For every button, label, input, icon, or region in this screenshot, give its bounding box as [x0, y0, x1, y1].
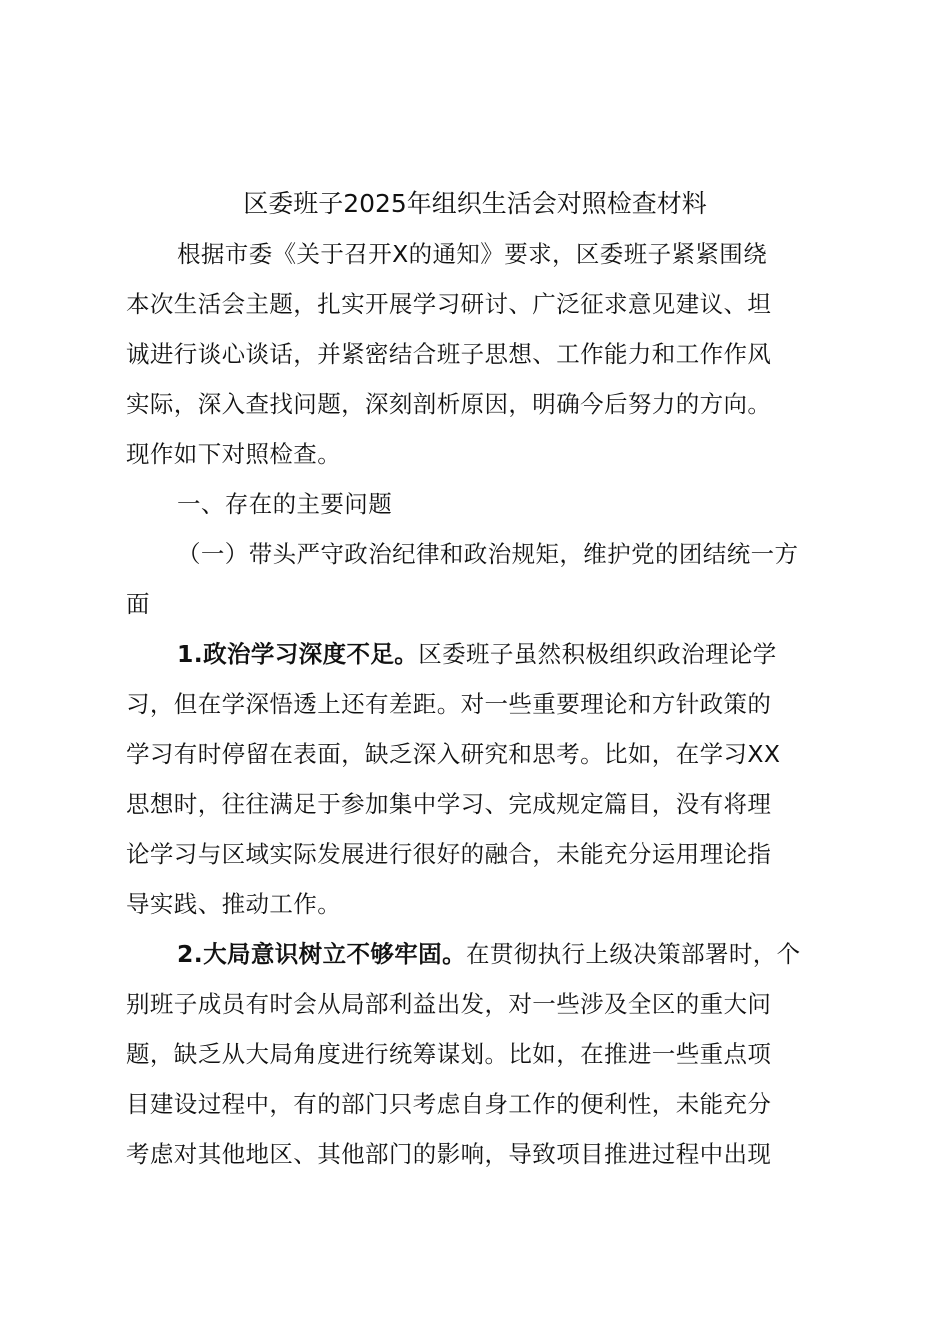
paragraph-line: 学习有时停留在表面，缺乏深入研究和思考。比如，在学习XX [126, 740, 781, 768]
paragraph-line: 别班子成员有时会从局部利益出发，对一些涉及全区的重大问 [126, 990, 772, 1018]
section-heading: 一、存在的主要问题 [177, 490, 393, 518]
subsection-heading: （一）带头严守政治纪律和政治规矩，维护党的团结统一方 [177, 540, 799, 568]
paragraph-line: 目建设过程中，有的部门只考虑自身工作的便利性，未能充分 [126, 1090, 772, 1118]
paragraph-line: 考虑对其他地区、其他部门的影响，导致项目推进过程中出现 [126, 1140, 772, 1168]
item-heading: 2.大局意识树立不够牢固。 [177, 940, 466, 968]
item-text: 在贯彻执行上级决策部署时，个 [465, 940, 801, 968]
paragraph-line: 思想时，往往满足于参加集中学习、完成规定篇目，没有将理 [126, 790, 772, 818]
paragraph-line: 导实践、推动工作。 [126, 890, 342, 918]
paragraph-line: 本次生活会主题，扎实开展学习研讨、广泛征求意见建议、坦 [126, 290, 772, 318]
subsection-heading-continued: 面 [126, 590, 150, 618]
paragraph-line [177, 636, 832, 672]
document-title: 区委班子2025年组织生活会对照检查材料 [243, 189, 707, 218]
paragraph-line: 论学习与区域实际发展进行很好的融合，未能充分运用理论指 [126, 840, 772, 868]
paragraph-line: 根据市委《关于召开X的通知》要求，区委班子紧紧围绕 [177, 240, 768, 268]
paragraph-line: 题，缺乏从大局角度进行统筹谋划。比如，在推进一些重点项 [126, 1040, 772, 1068]
paragraph-line: 现作如下对照检查。 [126, 440, 342, 468]
paragraph-line: 实际，深入查找问题，深刻剖析原因，明确今后努力的方向。 [126, 390, 772, 418]
paragraph-line [177, 936, 832, 972]
item-heading: 1.政治学习深度不足。 [177, 640, 419, 668]
paragraph-line: 诚进行谈心谈话，并紧密结合班子思想、工作能力和工作作风 [126, 340, 772, 368]
item-text: 区委班子虽然积极组织政治理论学 [418, 640, 777, 668]
paragraph-line: 习，但在学深悟透上还有差距。对一些重要理论和方针政策的 [126, 690, 772, 718]
